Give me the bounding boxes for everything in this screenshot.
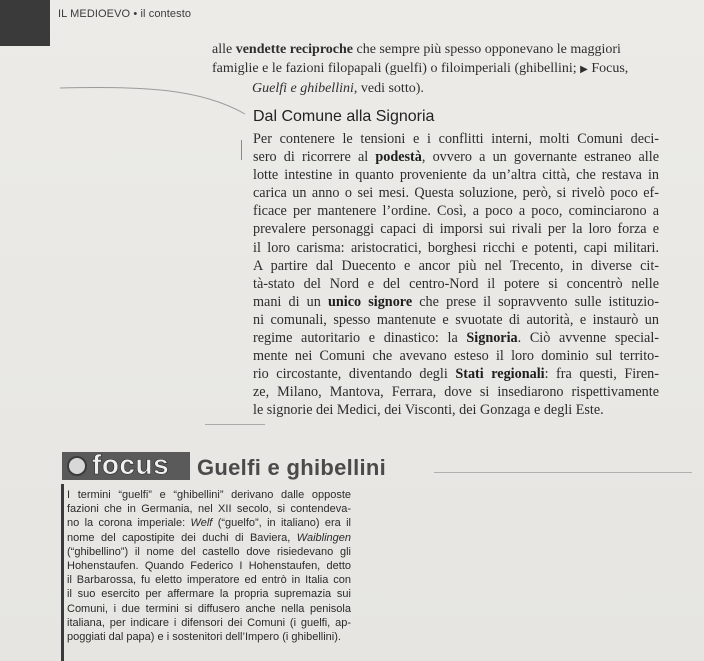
term-podesta: podestà bbox=[375, 149, 422, 166]
focus-reference[interactable]: Guelfi e ghibellini bbox=[252, 81, 354, 96]
body-line: mente nei Comuni che avevano esteso il loro dominio sul territo- bbox=[253, 348, 659, 365]
focus-line: nome del capostipite dei duchi di Baviera, Waiblingen bbox=[67, 531, 351, 544]
focus-line: il suo esercito per affermare la propria supremazia sui bbox=[67, 588, 351, 601]
running-head bbox=[58, 8, 191, 20]
focus-line: no la corona imperiale: Welf (“guelfo”, in italiano) era il bbox=[67, 517, 351, 530]
focus-line: Comuni, i due termini si diffusero anche nella penisola bbox=[67, 602, 351, 615]
focus-title: Guelfi e ghibellini bbox=[197, 455, 387, 480]
intro-line-2: famiglie e le fazioni filopapali (guelfi) o filoimperiali (ghibellini; ▶ Focus, bbox=[212, 61, 629, 76]
term-signoria: Signoria bbox=[466, 330, 518, 347]
page-corner-tab bbox=[0, 0, 50, 46]
body-line: ni comunali, spesso mantenute e svuotate di autorità, e instaurò un bbox=[253, 311, 659, 328]
body-line: ficace per mantenere l’ordine. Così, a poco a poco, cominciarono a bbox=[253, 203, 659, 220]
focus-line: (“ghibellino”) il nome del castello dove risiedevano gli bbox=[67, 545, 351, 558]
intro-line-1: alle vendette reciproche che sempre più spesso opponevano le maggiori bbox=[212, 42, 621, 57]
body-line: tà-stato del Nord e del centro-Nord il potere si concentrò nelle bbox=[253, 275, 659, 292]
body-line: le signorie dei Medici, dei Visconti, dei Gonzaga e degli Este. bbox=[253, 402, 604, 419]
term-stati-regionali: Stati regionali bbox=[455, 366, 545, 383]
term-welf: Welf bbox=[190, 517, 213, 530]
focus-label: focus bbox=[92, 449, 170, 480]
intro-paragraph bbox=[212, 40, 692, 98]
running-head-subsection: il contesto bbox=[140, 8, 192, 20]
body-paragraph bbox=[253, 130, 659, 420]
body-line: Per contenere le tensioni e i conflitti interni, molti Comuni deci- bbox=[253, 131, 659, 147]
body-line: sero di ricorrere al podestà, ovvero a un governante estraneo alle bbox=[253, 149, 659, 166]
focus-line: il Barbarossa, fu eletto imperatore ed entrò in Italia con bbox=[67, 574, 351, 587]
decorative-divider bbox=[205, 424, 265, 425]
focus-line: italiana, per indicare i difensori dei Comuni (i guelfi, ap- bbox=[67, 616, 351, 629]
focus-line: fazioni che in Germania, nel XII secolo, si contendeva- bbox=[67, 503, 351, 516]
body-line: ze, Milano, Mantova, Ferrara, dove si insediarono rispettivamente bbox=[253, 384, 659, 401]
body-line: il loro carisma: aristocratici, borghesi ricchi e potenti, capi militari. bbox=[253, 239, 659, 256]
term-waiblingen: Waiblingen bbox=[296, 531, 351, 544]
focus-line: I termini “guelfi” e “ghibellini” derivano dalle opposte bbox=[67, 489, 351, 501]
intro-line-3: Guelfi e ghibellini, vedi sotto). bbox=[252, 81, 424, 96]
body-line: carica un anno o sei mesi. Questa soluzione, però, si rivelò poco ef- bbox=[253, 185, 659, 202]
margin-rule bbox=[241, 140, 242, 160]
term-vendette-reciproche: vendette reciproche bbox=[235, 42, 353, 57]
running-head-separator: • bbox=[133, 8, 138, 20]
section-title: Dal Comune alla Signoria bbox=[253, 108, 435, 125]
body-line: mani di un unico signore che prese il sopravvento sulle istituzio- bbox=[253, 293, 659, 310]
running-head-section: IL MEDIOEVO bbox=[58, 8, 131, 20]
term-unico-signore: unico signore bbox=[328, 293, 413, 310]
cross-reference-arrow-icon: ▶ bbox=[580, 64, 588, 75]
body-line: regime autoritario e dinastico: la Signoria. Ciò avvenne special- bbox=[253, 330, 659, 347]
focus-header bbox=[62, 448, 692, 482]
body-line: rio circostante, diventando degli Stati regionali: fra questi, Firen- bbox=[253, 366, 659, 383]
body-line: A partire dal Duecento e ancor più nel Trecento, in diverse cit- bbox=[253, 257, 659, 274]
body-line: prevalere personaggi capaci di imporsi sui rivali per la loro forza e bbox=[253, 221, 659, 238]
focus-paragraph bbox=[67, 488, 351, 644]
focus-line: Hohenstaufen. Quando Federico I Hohenstaufen, detto bbox=[67, 560, 351, 573]
focus-bullet-icon bbox=[67, 456, 87, 476]
focus-rule bbox=[434, 472, 692, 473]
body-line: lotte intestine in quanto proveniente da un’altra città, che restava in bbox=[253, 167, 659, 184]
focus-line: poggiati dal papa) e i sostenitori dell’Impero (i ghibellini). bbox=[67, 631, 341, 644]
